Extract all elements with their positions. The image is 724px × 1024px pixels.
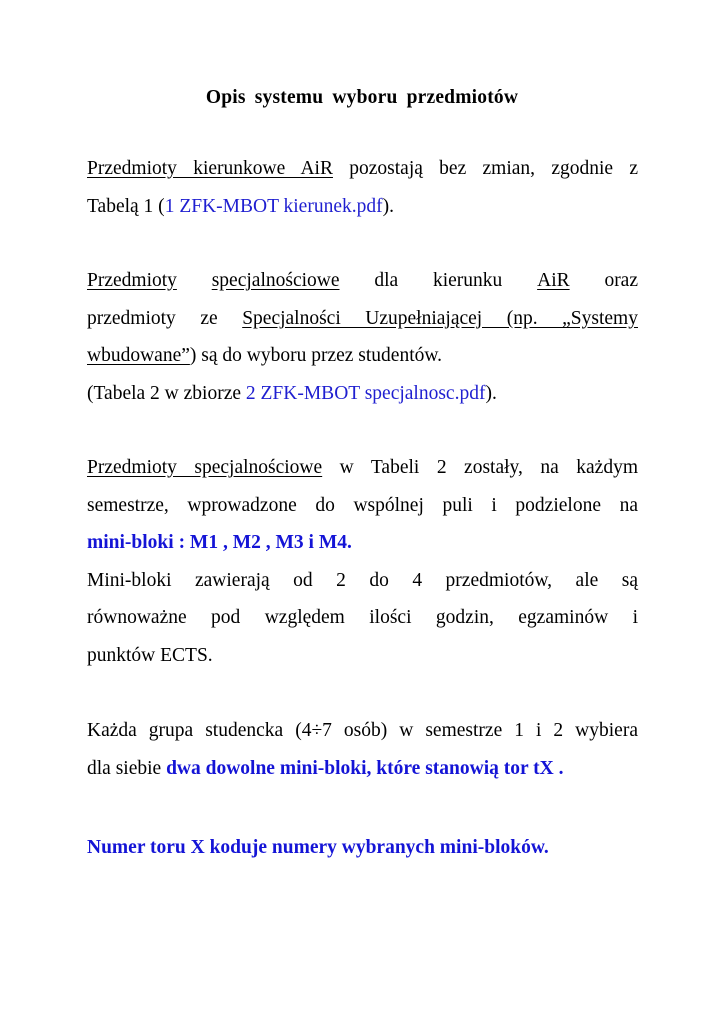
paragraph-line: [87, 375, 638, 413]
paragraph-line: [87, 750, 638, 788]
paragraph-student-groups: [87, 712, 638, 787]
specialty-link-word[interactable]: specjalnościowe: [211, 270, 340, 291]
file-link-kierunek[interactable]: 1 ZFK-MBOT kierunek.pdf: [164, 195, 383, 217]
paragraph-line: punktów ECTS.: [87, 644, 213, 666]
paragraph-specialty-subjects: [87, 262, 638, 412]
specialty-link-word[interactable]: Przedmioty: [87, 270, 177, 291]
paragraph-line: [87, 337, 638, 375]
paragraph-directional-subjects: [87, 150, 638, 225]
air-link[interactable]: AiR: [537, 270, 570, 291]
text-fragment: dla: [374, 270, 399, 291]
text-fragment: ).: [382, 195, 394, 217]
paragraph-line: [87, 262, 638, 300]
paragraph-line: Każda grupa studencka (4÷7 osób) w semestrze 1 i 2 wybiera: [87, 720, 638, 741]
text-fragment: przedmioty ze: [87, 307, 243, 329]
supplementary-specialty-link[interactable]: Specjalności Uzupełniającej (np. „Systemy: [242, 307, 638, 329]
paragraph-line: równoważne pod względem ilości godzin, egzaminów i: [87, 607, 638, 628]
paragraph-mini-blocks: [87, 449, 638, 674]
text-fragment: oraz: [604, 270, 638, 291]
text-fragment: (Tabela 2 w zbiorze: [87, 382, 246, 404]
subjects-directional-link[interactable]: Przedmioty kierunkowe AiR: [87, 158, 333, 179]
text-fragment: kierunku: [432, 270, 503, 291]
track-emphasis: dwa dowolne mini-bloki, które stanowią tor tX .: [166, 757, 564, 779]
text-fragment: pozostają bez zmian, zgodnie z: [332, 158, 638, 179]
specialty-subjects-link[interactable]: Przedmioty specjalnościowe: [87, 457, 323, 478]
paragraph-line: [87, 188, 638, 226]
mini-blocks-heading: mini-bloki : M1 , M2 , M3 i M4.: [87, 532, 352, 553]
embedded-systems-link[interactable]: wbudowane”: [87, 345, 190, 366]
document-title: Opis systemu wyboru przedmiotów: [205, 87, 519, 108]
paragraph-track-number: [87, 829, 638, 867]
text-fragment: Tabelą 1 (: [87, 195, 165, 217]
paragraph-line: [87, 300, 638, 338]
paragraph-line: semestrze, wprowadzone do wspólnej puli i podzielone na: [87, 494, 638, 516]
text-fragment: dla siebie: [87, 757, 167, 779]
paragraph-line: [87, 150, 638, 188]
text-fragment: ) są do wyboru przez studentów.: [189, 345, 443, 366]
file-link-specjalnosc[interactable]: 2 ZFK-MBOT specjalnosc.pdf: [245, 382, 486, 404]
text-fragment: w Tabeli 2 zostały, na każdym: [322, 457, 638, 478]
text-fragment: ).: [485, 382, 497, 404]
paragraph-line: [87, 449, 638, 487]
paragraph-line: Mini-bloki zawierają od 2 do 4 przedmiotów, ale są: [87, 569, 638, 591]
track-number-statement: Numer toru X koduje numery wybranych mini-bloków.: [87, 837, 549, 858]
